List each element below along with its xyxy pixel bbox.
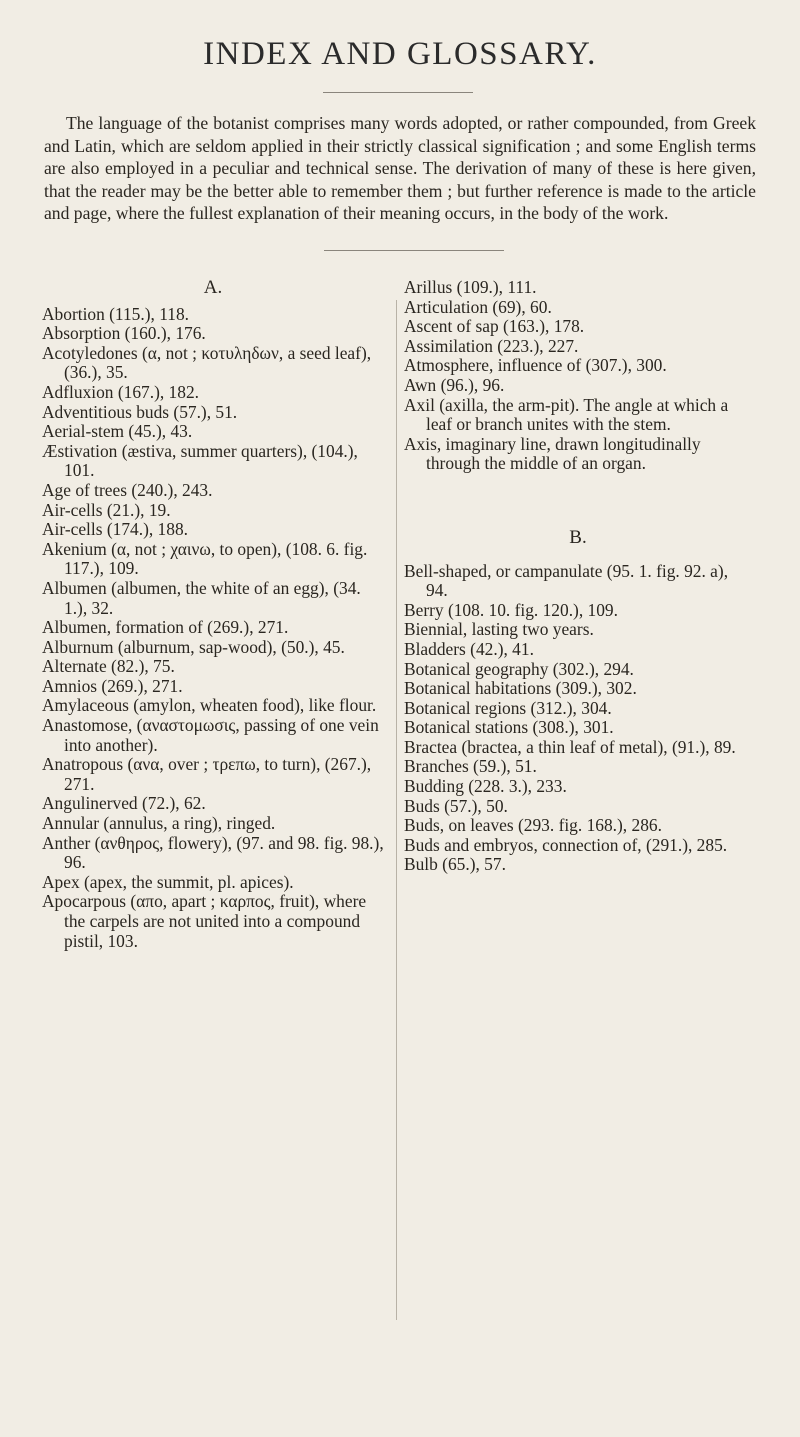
index-entry: Awn (96.), 96. [404, 374, 505, 395]
index-entry: Apocarpous (απο, apart ; καρπος, fruit), where the carpels are not united into a compound pistil, 103. [42, 891, 367, 951]
intro-divider [324, 250, 504, 251]
index-entry: Botanical geography (302.), 294. [404, 658, 634, 679]
index-entry: Budding (228. 3.), 233. [404, 776, 567, 797]
index-entry: Absorption (160.), 176. [42, 323, 206, 344]
index-entry: Buds, on leaves (293. fig. 168.), 286. [404, 815, 662, 836]
index-entry: Apex (apex, the summit, pl. apices). [42, 871, 294, 892]
title-divider [323, 92, 473, 93]
intro-paragraph: The language of the botanist comprises many words adopted, or rather compounded, from Greek and Latin, which are seldom applied in their strictly classical signification ; and some English terms are also employed in a peculiar and technical sense. The derivation of many of these is here given, that the reader may be the better able to remember them ; but further reference is made to the article and page, where the fullest explanation of their meaning occurs, in the body of the work. [44, 113, 756, 223]
index-entry: Assimilation (223.), 227. [404, 335, 579, 356]
index-entry: Atmosphere, influence of (307.), 300. [404, 355, 667, 376]
column-divider [396, 300, 397, 1320]
index-entry: Bell-shaped, or campanulate (95. 1. fig. 92. a), 94. [404, 560, 729, 601]
index-entry: Albumen (albumen, the white of an egg), (34. 1.), 32. [42, 577, 361, 618]
index-entry: Bladders (42.), 41. [404, 638, 534, 659]
index-entry: Arillus (109.), 111. [404, 277, 537, 297]
index-entry: Bractea (bractea, a thin leaf of metal), (91.), 89. [404, 736, 736, 757]
index-entry: Abortion (115.), 118. [42, 303, 189, 324]
index-entry: Air-cells (174.), 188. [42, 519, 188, 540]
index-entry: Amylaceous (amylon, wheaten food), like flour. [42, 695, 377, 716]
index-entry: Akenium (α, not ; χαινω, to open), (108. 6. fig. 117.), 109. [42, 538, 368, 579]
index-entry: Berry (108. 10. fig. 120.), 109. [404, 599, 618, 620]
index-entry: Air-cells (21.), 19. [42, 499, 171, 520]
index-entry: Branches (59.), 51. [404, 756, 537, 777]
index-entry: Annular (annulus, a ring), ringed. [42, 813, 276, 834]
index-entry: Aerial-stem (45.), 43. [42, 421, 193, 442]
section-letter-a: A. [203, 277, 223, 298]
index-entry: Buds and embryos, connection of, (291.), 285. [404, 834, 728, 855]
index-entry: Age of trees (240.), 243. [42, 479, 213, 500]
index-entry: Botanical stations (308.), 301. [404, 717, 614, 738]
index-entry: Alternate (82.), 75. [42, 656, 175, 677]
left-column [42, 278, 384, 951]
index-entry: Buds (57.), 50. [404, 795, 508, 816]
right-column [404, 278, 752, 875]
index-entry: Botanical regions (312.), 304. [404, 697, 612, 718]
index-entry: Anastomose, (αναστομωσις, passing of one vein into another). [42, 715, 379, 755]
index-entry: Anatropous (ανα, over ; τρεπω, to turn), (267.), 271. [42, 754, 372, 794]
index-entry: Anther (ανθηρος, flowery), (97. and 98. fig. 98.), 96. [42, 832, 384, 873]
index-entry: Æstivation (æstiva, summer quarters), (104.), 101. [42, 440, 358, 481]
index-entry: Adfluxion (167.), 182. [42, 381, 199, 402]
index-entry: Axil (axilla, the arm-pit). The angle at which a leaf or branch unites with the stem. [404, 394, 729, 435]
index-entry: Amnios (269.), 271. [42, 675, 183, 696]
index-entry: Angulinerved (72.), 62. [42, 793, 206, 814]
index-entry: Axis, imaginary line, drawn longitudinally through the middle of an organ. [404, 433, 701, 474]
index-entry: Bulb (65.), 57. [404, 854, 506, 875]
page-title: INDEX AND GLOSSARY. [203, 36, 597, 72]
index-entry: Biennial, lasting two years. [404, 619, 594, 640]
entry-list-b [404, 562, 752, 876]
section-letter-b: B. [569, 526, 587, 548]
entry-list-a [42, 305, 384, 952]
index-entry: Acotyledones (α, not ; κοτυληδων, a seed leaf), (36.), 35. [42, 342, 372, 383]
index-entry: Botanical habitations (309.), 302. [404, 678, 637, 699]
entry-list-a-continued [404, 278, 752, 474]
index-entry: Articulation (69), 60. [404, 296, 552, 317]
index-entry: Adventitious buds (57.), 51. [42, 401, 238, 422]
index-entry: Albumen, formation of (269.), 271. [42, 617, 289, 638]
index-entry: Alburnum (alburnum, sap-wood), (50.), 45. [42, 636, 345, 657]
index-entry: Ascent of sap (163.), 178. [404, 316, 585, 337]
